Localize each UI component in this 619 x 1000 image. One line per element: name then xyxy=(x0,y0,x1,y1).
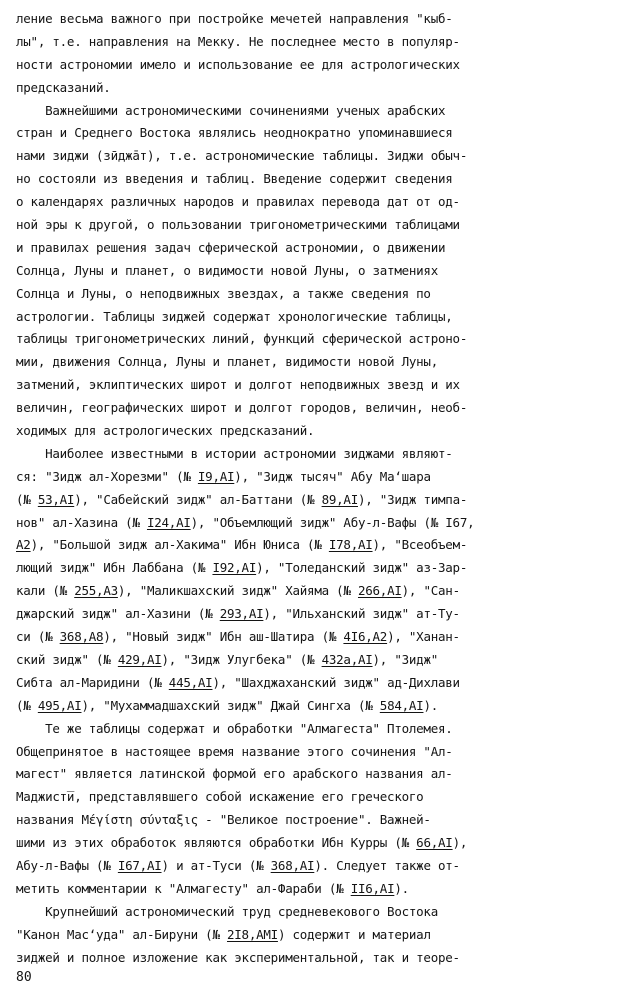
text-segment: затмений, эклиптических широт и долгот неподвижных звезд и их xyxy=(16,377,460,393)
text-segment: лющий зидж" Ибн Лаббана (№ xyxy=(16,560,213,576)
catalog-reference: 89,AI xyxy=(321,491,358,507)
text-line xyxy=(16,580,612,603)
text-segment: предсказаний. xyxy=(16,79,111,95)
text-line xyxy=(16,603,612,626)
text-line xyxy=(16,328,612,351)
text-segment: ), xyxy=(452,835,468,851)
text-segment: ) содержит и материал xyxy=(277,926,431,942)
text-line xyxy=(16,512,612,535)
catalog-reference: I78,AI xyxy=(328,537,373,553)
text-line xyxy=(16,420,612,443)
text-line xyxy=(16,168,612,191)
text-segment: ), "Шахджаханский зидж" ад-Дихлави xyxy=(212,674,460,690)
catalog-reference: 266,AI xyxy=(357,583,402,599)
catalog-reference: I9,AI xyxy=(197,468,235,484)
catalog-reference: 66,AI xyxy=(416,835,453,851)
text-segment: величин, географических широт и долгот городов, величин, необ- xyxy=(16,400,468,416)
catalog-reference: 53,AI xyxy=(37,491,75,507)
text-line xyxy=(16,947,612,970)
text-segment: ), "Зидж тысяч" Абу Ма‘шара xyxy=(234,468,431,484)
catalog-reference: 4I6,A2 xyxy=(343,629,388,645)
text-line xyxy=(16,237,612,260)
text-segment: ), "Новый зидж" Ибн аш-Шатира (№ xyxy=(103,629,344,645)
text-segment: Важнейшими астрономическими сочинениями ученых арабских xyxy=(16,102,446,118)
text-line xyxy=(16,718,612,741)
text-segment: Солнца и Луны, о неподвижных звездах, а также сведения по xyxy=(16,285,431,301)
text-line xyxy=(16,924,612,947)
text-segment: Общепринятое в настоящее время название этого сочинения "Ал- xyxy=(16,743,453,759)
text-segment: ), "Большой зидж ал-Хакима" Ибн Юниса (№ xyxy=(30,537,329,553)
text-segment: метить комментарии к "Алмагесту" ал-Фараби (№ xyxy=(16,880,351,896)
catalog-reference: 432a,AI xyxy=(321,651,373,667)
catalog-reference: I92,AI xyxy=(212,560,257,576)
text-segment: астрологии. Таблицы зиджей содержат хронологические таблицы, xyxy=(16,308,453,324)
text-segment: ). Следует также от- xyxy=(314,857,460,873)
text-segment: ), "Сан- xyxy=(401,583,460,599)
text-segment: ), "Сабейский зидж" ал-Баттани (№ xyxy=(74,491,322,507)
page-number: 80 xyxy=(16,970,32,985)
text-line xyxy=(16,649,612,672)
text-line xyxy=(16,672,612,695)
text-line xyxy=(16,534,612,557)
text-segment: ), "Маликшахский зидж" Хайяма (№ xyxy=(117,583,358,599)
text-segment: лы", т.е. направления на Мекку. Не последнее место в популяр- xyxy=(16,33,460,49)
text-segment: о календарях различных народов и правилах перевода дат от од- xyxy=(16,194,460,210)
text-segment: ). xyxy=(394,880,409,896)
text-segment: Абу-л-Вафы (№ xyxy=(16,857,118,873)
text-segment: ), "Ильханский зидж" ат-Ту- xyxy=(263,606,460,622)
text-segment: Наиболее известными в истории астрономии зиджами являют- xyxy=(16,445,453,461)
text-segment: нов" ал-Хазина (№ xyxy=(16,514,147,530)
text-line xyxy=(16,557,612,580)
text-segment: Сибта ал-Маридини (№ xyxy=(16,674,169,690)
text-line xyxy=(16,741,612,764)
catalog-reference: 584,AI xyxy=(379,697,424,713)
text-segment: (№ xyxy=(16,697,38,713)
text-line xyxy=(16,214,612,237)
text-line xyxy=(16,374,612,397)
text-segment: ) и ат-Туси (№ xyxy=(161,857,271,873)
text-segment: названия Μέγίστη σύνταξις - "Великое построение". Важней- xyxy=(16,812,431,828)
text-line xyxy=(16,855,612,878)
text-line xyxy=(16,191,612,214)
text-line xyxy=(16,878,612,901)
text-segment: ский зидж" (№ xyxy=(16,651,118,667)
text-segment: ), "Мухаммадшахский зидж" Джай Сингха (№ xyxy=(81,697,380,713)
text-segment: Те же таблицы содержат и обработки "Алмагеста" Птолемея. xyxy=(16,720,453,736)
catalog-reference: I24,AI xyxy=(146,514,191,530)
catalog-reference: 429,AI xyxy=(117,651,162,667)
text-segment: Крупнейший астрономический труд средневекового Востока xyxy=(16,903,438,919)
text-line xyxy=(16,809,612,832)
text-segment: ), "Зидж тимпа- xyxy=(357,491,468,507)
text-line xyxy=(16,397,612,420)
text-segment: ности астрономии имело и использование ее для астрологических xyxy=(16,56,460,72)
text-segment: мии, движения Солнца, Луны и планет, видимости новой Луны, xyxy=(16,354,438,370)
text-line xyxy=(16,901,612,924)
text-line xyxy=(16,260,612,283)
text-segment: Маджисти̅, представлявшего собой искажение его греческого xyxy=(16,789,424,805)
catalog-reference: 368,A8 xyxy=(59,629,104,645)
text-line xyxy=(16,31,612,54)
text-line xyxy=(16,306,612,329)
text-line xyxy=(16,54,612,77)
text-segment: "Канон Мас‘уда" ал-Бируни (№ xyxy=(16,926,227,942)
text-line xyxy=(16,351,612,374)
catalog-reference: 445,AI xyxy=(168,674,213,690)
text-line xyxy=(16,8,612,31)
text-segment: ), "Зидж" xyxy=(372,651,439,667)
text-segment: зиджей и полное изложение как экспериментальной, так и теоре- xyxy=(16,949,460,965)
text-segment: ), "Объемлющий зидж" Абу-л-Вафы (№ I67, xyxy=(190,514,475,530)
text-segment: ), "Всеобъем- xyxy=(372,537,468,553)
catalog-reference: 495,AI xyxy=(37,697,82,713)
text-line xyxy=(16,832,612,855)
text-segment: ), "Зидж Улугбека" (№ xyxy=(161,651,322,667)
text-line xyxy=(16,466,612,489)
text-segment: си (№ xyxy=(16,629,60,645)
text-segment: нами зиджи (зӣджāт), т.е. астрономические таблицы. Зиджи обыч- xyxy=(16,148,468,164)
text-segment: ся: "Зидж ал-Хорезми" (№ xyxy=(16,468,198,484)
text-segment: но состояли из введения и таблиц. Введение содержит сведения xyxy=(16,171,453,187)
text-segment: шими из этих обработок являются обработки Ибн Курры (№ xyxy=(16,835,417,851)
text-segment: ). xyxy=(423,697,439,713)
text-segment: ходимых для астрологических предсказаний. xyxy=(16,423,315,439)
catalog-reference: 368,AI xyxy=(270,857,315,873)
text-segment: магест" является латинской формой его арабского названия ал- xyxy=(16,766,453,782)
text-segment: таблицы тригонометрических линий, функций сферической астроно- xyxy=(16,331,468,347)
text-segment: ), "Толеданский зидж" аз-Зар- xyxy=(256,560,468,576)
text-line xyxy=(16,695,612,718)
text-line xyxy=(16,145,612,168)
catalog-reference: A2 xyxy=(16,537,31,553)
text-line xyxy=(16,100,612,123)
catalog-reference: 255,A3 xyxy=(74,583,118,599)
text-line xyxy=(16,77,612,100)
catalog-reference: I67,AI xyxy=(117,857,162,873)
text-line xyxy=(16,443,612,466)
text-segment: ), "Ханан- xyxy=(387,629,460,645)
text-segment: ление весьма важного при постройке мечетей направления "кыб- xyxy=(16,11,453,26)
text-segment: кали (№ xyxy=(16,583,75,599)
text-line xyxy=(16,283,612,306)
text-line xyxy=(16,786,612,809)
text-line xyxy=(16,763,612,786)
text-line xyxy=(16,122,612,145)
catalog-reference: II6,AI xyxy=(350,880,395,896)
text-segment: (№ xyxy=(16,491,38,507)
page-text-block xyxy=(16,8,612,969)
text-segment: джарский зидж" ал-Хазини (№ xyxy=(16,606,220,622)
text-line xyxy=(16,489,612,512)
text-segment: и правилах решения задач сферической астрономии, о движении xyxy=(16,239,446,255)
catalog-reference: 293,AI xyxy=(219,606,264,622)
catalog-reference: 2I8,AMI xyxy=(227,926,278,942)
text-segment: стран и Среднего Востока являлись неоднократно упоминавшиеся xyxy=(16,125,453,141)
text-segment: Солнца, Луны и планет, о видимости новой Луны, о затмениях xyxy=(16,262,438,278)
text-segment: ной эры к другой, о пользовании тригонометрическими таблицами xyxy=(16,217,460,233)
text-line xyxy=(16,626,612,649)
